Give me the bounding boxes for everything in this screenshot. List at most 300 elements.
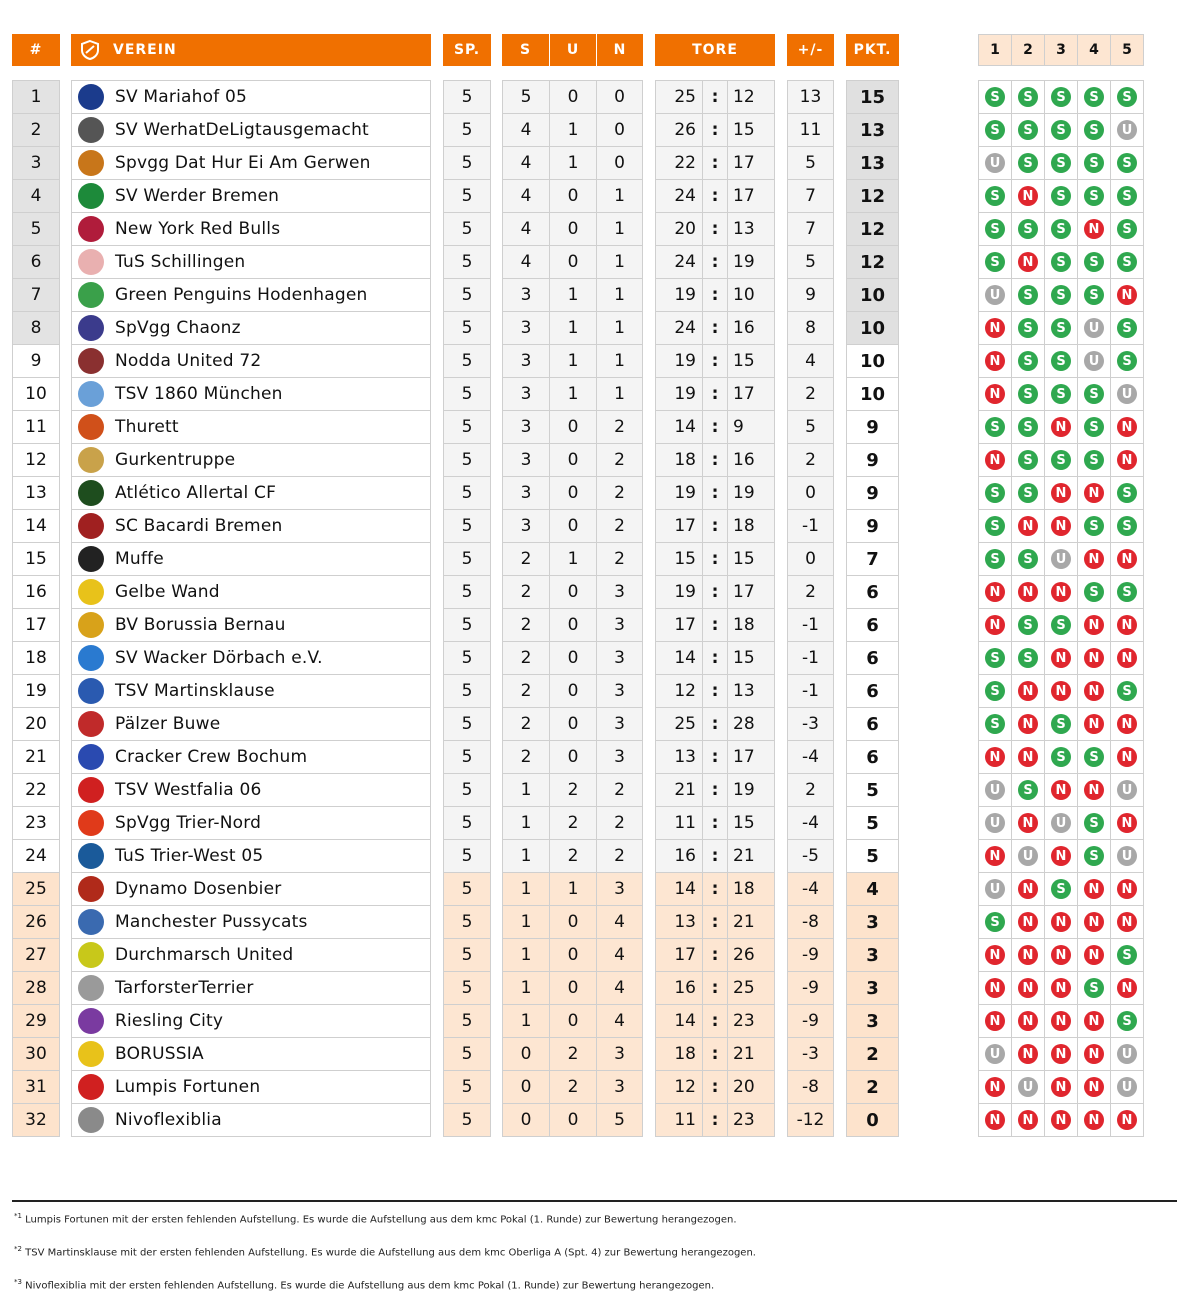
win-badge-icon: S — [1117, 483, 1137, 503]
form-cell — [978, 839, 1012, 873]
team-name: Manchester Pussycats — [115, 912, 308, 932]
goals-against-cell: 15 — [727, 542, 775, 576]
rank-cell: 25 — [12, 872, 60, 906]
diff-cell: -9 — [787, 938, 834, 972]
loss-badge-icon: N — [1051, 780, 1071, 800]
win-badge-icon: S — [1117, 516, 1137, 536]
played-cell: 5 — [443, 608, 491, 642]
win-badge-icon: S — [1018, 780, 1038, 800]
team-cell[interactable] — [71, 938, 431, 972]
win-badge-icon: S — [985, 549, 1005, 569]
loss-badge-icon: N — [1117, 285, 1137, 305]
points-cell: 13 — [846, 146, 899, 180]
losses-cell: 3 — [596, 608, 643, 642]
form-cell — [1077, 905, 1111, 939]
form-cell — [1110, 575, 1144, 609]
goals-for-cell: 16 — [655, 839, 703, 873]
team-cell[interactable] — [71, 1037, 431, 1071]
win-badge-icon: S — [1051, 747, 1071, 767]
team-logo-icon — [78, 1041, 104, 1067]
form-cell — [1077, 938, 1111, 972]
form-cell — [1044, 476, 1078, 510]
draws-cell: 1 — [549, 542, 597, 576]
goals-separator: : — [702, 707, 728, 741]
win-badge-icon: S — [1084, 87, 1104, 107]
loss-badge-icon: N — [985, 351, 1005, 371]
goals-separator: : — [702, 740, 728, 774]
draw-badge-icon: U — [985, 813, 1005, 833]
win-badge-icon: S — [1051, 714, 1071, 734]
rank-cell: 7 — [12, 278, 60, 312]
win-badge-icon: S — [985, 714, 1005, 734]
draws-cell: 1 — [549, 113, 597, 147]
form-cell — [978, 509, 1012, 543]
goals-against-cell: 18 — [727, 509, 775, 543]
form-cell — [1011, 113, 1045, 147]
diff-cell: -3 — [787, 1037, 834, 1071]
win-badge-icon: S — [985, 483, 1005, 503]
team-cell[interactable] — [71, 410, 431, 444]
loss-badge-icon: N — [1117, 714, 1137, 734]
draws-cell: 1 — [549, 278, 597, 312]
form-cell — [1077, 674, 1111, 708]
points-cell: 3 — [846, 1004, 899, 1038]
form-cell — [1044, 443, 1078, 477]
team-name: SV WerhatDeLigtausgemacht — [115, 120, 369, 140]
form-cell — [1011, 641, 1045, 675]
team-cell[interactable] — [71, 773, 431, 807]
form-cell — [1110, 311, 1144, 345]
diff-cell: 2 — [787, 443, 834, 477]
loss-badge-icon: N — [1084, 780, 1104, 800]
played-cell: 5 — [443, 344, 491, 378]
points-cell: 0 — [846, 1103, 899, 1137]
win-badge-icon: S — [1018, 219, 1038, 239]
win-badge-icon: S — [985, 252, 1005, 272]
goals-for-cell: 11 — [655, 1103, 703, 1137]
team-name: TarforsterTerrier — [115, 978, 254, 998]
played-cell: 5 — [443, 806, 491, 840]
diff-cell: 7 — [787, 179, 834, 213]
team-name: SV Werder Bremen — [115, 186, 280, 206]
losses-cell: 2 — [596, 542, 643, 576]
team-cell[interactable] — [71, 113, 431, 147]
form-cell — [1110, 146, 1144, 180]
team-cell[interactable] — [71, 1004, 431, 1038]
loss-badge-icon: N — [1018, 912, 1038, 932]
form-cell — [1110, 410, 1144, 444]
losses-cell: 3 — [596, 575, 643, 609]
points-cell: 3 — [846, 905, 899, 939]
team-cell[interactable] — [71, 179, 431, 213]
form-cell — [1011, 839, 1045, 873]
team-cell[interactable] — [71, 806, 431, 840]
form-cell — [978, 179, 1012, 213]
wins-cell: 1 — [502, 872, 550, 906]
goals-separator: : — [702, 938, 728, 972]
draws-cell: 2 — [549, 1037, 597, 1071]
form-cell — [1011, 278, 1045, 312]
team-cell[interactable] — [71, 872, 431, 906]
goals-against-cell: 13 — [727, 212, 775, 246]
team-cell[interactable] — [71, 707, 431, 741]
goals-separator: : — [702, 509, 728, 543]
header-team — [71, 34, 431, 66]
form-cell — [1044, 938, 1078, 972]
win-badge-icon: S — [985, 648, 1005, 668]
team-cell[interactable] — [71, 212, 431, 246]
loss-badge-icon: N — [1084, 714, 1104, 734]
team-cell[interactable] — [71, 575, 431, 609]
goals-separator: : — [702, 806, 728, 840]
loss-badge-icon: N — [985, 450, 1005, 470]
form-cell — [1044, 146, 1078, 180]
header-form-3: 3 — [1044, 34, 1078, 66]
draws-cell: 0 — [549, 245, 597, 279]
win-badge-icon: S — [985, 417, 1005, 437]
form-cell — [1011, 1070, 1045, 1104]
win-badge-icon: S — [1084, 186, 1104, 206]
win-badge-icon: S — [1018, 549, 1038, 569]
loss-badge-icon: N — [985, 978, 1005, 998]
team-cell[interactable] — [71, 1070, 431, 1104]
header-wins: S — [502, 34, 549, 66]
form-cell — [1077, 575, 1111, 609]
win-badge-icon: S — [1117, 1011, 1137, 1031]
team-cell[interactable] — [71, 740, 431, 774]
team-cell[interactable] — [71, 476, 431, 510]
form-cell — [1110, 740, 1144, 774]
goals-for-cell: 12 — [655, 1070, 703, 1104]
losses-cell: 3 — [596, 674, 643, 708]
loss-badge-icon: N — [1084, 945, 1104, 965]
goals-separator: : — [702, 311, 728, 345]
draws-cell: 0 — [549, 608, 597, 642]
win-badge-icon: S — [1018, 285, 1038, 305]
diff-cell: -1 — [787, 608, 834, 642]
played-cell: 5 — [443, 146, 491, 180]
draw-badge-icon: U — [1117, 780, 1137, 800]
goals-separator: : — [702, 773, 728, 807]
header-form-4: 4 — [1077, 34, 1111, 66]
team-cell[interactable] — [71, 278, 431, 312]
team-cell[interactable] — [71, 542, 431, 576]
goals-separator: : — [702, 278, 728, 312]
losses-cell: 5 — [596, 1103, 643, 1137]
team-logo-icon — [78, 843, 104, 869]
goals-for-cell: 14 — [655, 641, 703, 675]
goals-for-cell: 22 — [655, 146, 703, 180]
draw-badge-icon: U — [1084, 351, 1104, 371]
draws-cell: 0 — [549, 674, 597, 708]
team-cell[interactable] — [71, 509, 431, 543]
team-name: Nivoflexiblia — [115, 1110, 222, 1130]
form-cell — [1044, 740, 1078, 774]
diff-cell: 2 — [787, 773, 834, 807]
goals-against-cell: 13 — [727, 674, 775, 708]
loss-badge-icon: N — [1051, 846, 1071, 866]
form-cell — [978, 707, 1012, 741]
team-logo-icon — [78, 909, 104, 935]
team-logo-icon — [78, 1107, 104, 1133]
draw-badge-icon: U — [1051, 813, 1071, 833]
form-cell — [1110, 476, 1144, 510]
draw-badge-icon: U — [1018, 1077, 1038, 1097]
goals-against-cell: 25 — [727, 971, 775, 1005]
draw-badge-icon: U — [1018, 846, 1038, 866]
goals-against-cell: 10 — [727, 278, 775, 312]
played-cell: 5 — [443, 410, 491, 444]
goals-against-cell: 15 — [727, 113, 775, 147]
footnote-2-mark: *2 — [14, 1245, 22, 1253]
form-cell — [1077, 509, 1111, 543]
goals-separator: : — [702, 1070, 728, 1104]
team-name: BV Borussia Bernau — [115, 615, 286, 635]
team-name: Durchmarsch United — [115, 945, 294, 965]
team-logo-icon — [78, 150, 104, 176]
form-cell — [978, 377, 1012, 411]
form-cell — [1044, 608, 1078, 642]
goals-for-cell: 14 — [655, 872, 703, 906]
draw-badge-icon: U — [1117, 1044, 1137, 1064]
form-cell — [1077, 806, 1111, 840]
form-cell — [1077, 179, 1111, 213]
footnote-1-mark: *1 — [14, 1212, 22, 1220]
goals-for-cell: 13 — [655, 740, 703, 774]
points-cell: 6 — [846, 608, 899, 642]
rank-cell: 31 — [12, 1070, 60, 1104]
draw-badge-icon: U — [985, 780, 1005, 800]
form-cell — [1044, 1037, 1078, 1071]
draws-cell: 0 — [549, 641, 597, 675]
header-draws: U — [549, 34, 596, 66]
form-cell — [1110, 1004, 1144, 1038]
team-cell[interactable] — [71, 641, 431, 675]
team-name: SV Mariahof 05 — [115, 87, 248, 107]
rank-cell: 13 — [12, 476, 60, 510]
team-cell[interactable] — [71, 443, 431, 477]
team-logo-icon — [78, 315, 104, 341]
rank-cell: 16 — [12, 575, 60, 609]
team-name: SpVgg Chaonz — [115, 318, 241, 338]
win-badge-icon: S — [985, 219, 1005, 239]
losses-cell: 3 — [596, 1070, 643, 1104]
team-cell[interactable] — [71, 146, 431, 180]
form-cell — [1011, 476, 1045, 510]
form-cell — [1110, 443, 1144, 477]
team-cell[interactable] — [71, 245, 431, 279]
team-name: Muffe — [115, 549, 164, 569]
win-badge-icon: S — [1084, 450, 1104, 470]
form-cell — [1044, 641, 1078, 675]
played-cell: 5 — [443, 839, 491, 873]
played-cell: 5 — [443, 740, 491, 774]
form-cell — [978, 575, 1012, 609]
form-cell — [1110, 641, 1144, 675]
losses-cell: 2 — [596, 839, 643, 873]
diff-cell: 13 — [787, 80, 834, 114]
losses-cell: 1 — [596, 344, 643, 378]
loss-badge-icon: N — [1117, 1110, 1137, 1130]
team-name: Cracker Crew Bochum — [115, 747, 308, 767]
loss-badge-icon: N — [1018, 582, 1038, 602]
played-cell: 5 — [443, 542, 491, 576]
win-badge-icon: S — [1018, 153, 1038, 173]
rank-cell: 28 — [12, 971, 60, 1005]
win-badge-icon: S — [985, 186, 1005, 206]
rank-cell: 19 — [12, 674, 60, 708]
win-badge-icon: S — [1051, 285, 1071, 305]
team-name: SV Wacker Dörbach e.V. — [115, 648, 323, 668]
win-badge-icon: S — [1051, 186, 1071, 206]
draws-cell: 2 — [549, 773, 597, 807]
goals-against-cell: 17 — [727, 146, 775, 180]
losses-cell: 4 — [596, 938, 643, 972]
loss-badge-icon: N — [1051, 1044, 1071, 1064]
wins-cell: 2 — [502, 641, 550, 675]
win-badge-icon: S — [1051, 87, 1071, 107]
team-cell[interactable] — [71, 311, 431, 345]
form-cell — [1044, 674, 1078, 708]
loss-badge-icon: N — [1117, 879, 1137, 899]
points-cell: 6 — [846, 575, 899, 609]
draws-cell: 2 — [549, 1070, 597, 1104]
rank-cell: 8 — [12, 311, 60, 345]
form-cell — [1011, 311, 1045, 345]
team-name: TSV Westfalia 06 — [115, 780, 262, 800]
wins-cell: 4 — [502, 179, 550, 213]
goals-for-cell: 19 — [655, 476, 703, 510]
draws-cell: 2 — [549, 806, 597, 840]
played-cell: 5 — [443, 113, 491, 147]
draw-badge-icon: U — [985, 153, 1005, 173]
team-cell[interactable] — [71, 839, 431, 873]
team-cell[interactable] — [71, 80, 431, 114]
form-cell — [1110, 509, 1144, 543]
diff-cell: 11 — [787, 113, 834, 147]
rank-cell: 21 — [12, 740, 60, 774]
team-name: TuS Schillingen — [115, 252, 246, 272]
loss-badge-icon: N — [1117, 549, 1137, 569]
form-cell — [1077, 1037, 1111, 1071]
form-cell — [1011, 212, 1045, 246]
win-badge-icon: S — [1018, 450, 1038, 470]
form-cell — [1077, 212, 1111, 246]
win-badge-icon: S — [1018, 417, 1038, 437]
team-cell[interactable] — [71, 971, 431, 1005]
form-cell — [1011, 971, 1045, 1005]
diff-cell: 5 — [787, 410, 834, 444]
goals-separator: : — [702, 1103, 728, 1137]
wins-cell: 4 — [502, 146, 550, 180]
form-cell — [1044, 344, 1078, 378]
goals-against-cell: 23 — [727, 1103, 775, 1137]
points-cell: 9 — [846, 410, 899, 444]
win-badge-icon: S — [1084, 516, 1104, 536]
win-badge-icon: S — [1051, 252, 1071, 272]
team-cell[interactable] — [71, 344, 431, 378]
goals-separator: : — [702, 608, 728, 642]
loss-badge-icon: N — [1084, 1110, 1104, 1130]
win-badge-icon: S — [1084, 384, 1104, 404]
header-diff: +/- — [787, 34, 834, 66]
team-cell[interactable] — [71, 608, 431, 642]
diff-cell: -4 — [787, 806, 834, 840]
wins-cell: 5 — [502, 80, 550, 114]
win-badge-icon: S — [1018, 483, 1038, 503]
footnote-1 — [14, 1212, 737, 1225]
rank-cell: 26 — [12, 905, 60, 939]
wins-cell: 0 — [502, 1103, 550, 1137]
goals-for-cell: 12 — [655, 674, 703, 708]
draws-cell: 0 — [549, 905, 597, 939]
form-cell — [978, 740, 1012, 774]
form-cell — [1077, 146, 1111, 180]
footnote-3-text: Nivoflexiblia mit der ersten fehlenden Aufstellung. Es wurde die Aufstellung aus dem kmc Pokal (1. Runde) zur Bewertung herangezogen. — [25, 1280, 715, 1292]
loss-badge-icon: N — [1084, 219, 1104, 239]
win-badge-icon: S — [1018, 615, 1038, 635]
win-badge-icon: S — [1117, 582, 1137, 602]
diff-cell: -9 — [787, 1004, 834, 1038]
loss-badge-icon: N — [1051, 1110, 1071, 1130]
wins-cell: 3 — [502, 344, 550, 378]
goals-separator: : — [702, 344, 728, 378]
goals-separator: : — [702, 1037, 728, 1071]
form-cell — [1044, 839, 1078, 873]
points-cell: 10 — [846, 311, 899, 345]
goals-separator: : — [702, 245, 728, 279]
goals-against-cell: 21 — [727, 905, 775, 939]
wins-cell: 2 — [502, 674, 550, 708]
wins-cell: 4 — [502, 245, 550, 279]
loss-badge-icon: N — [985, 582, 1005, 602]
form-cell — [978, 113, 1012, 147]
form-cell — [1110, 278, 1144, 312]
rank-cell: 22 — [12, 773, 60, 807]
team-cell[interactable] — [71, 377, 431, 411]
win-badge-icon: S — [1051, 384, 1071, 404]
form-cell — [978, 146, 1012, 180]
draws-cell: 0 — [549, 740, 597, 774]
loss-badge-icon: N — [1117, 450, 1137, 470]
team-name: New York Red Bulls — [115, 219, 281, 239]
rank-cell: 10 — [12, 377, 60, 411]
form-cell — [978, 1004, 1012, 1038]
points-cell: 3 — [846, 971, 899, 1005]
goals-for-cell: 24 — [655, 245, 703, 279]
form-cell — [1044, 113, 1078, 147]
loss-badge-icon: N — [1117, 978, 1137, 998]
loss-badge-icon: N — [1018, 681, 1038, 701]
wins-cell: 2 — [502, 608, 550, 642]
form-cell — [1110, 905, 1144, 939]
team-cell[interactable] — [71, 905, 431, 939]
team-logo-icon — [78, 513, 104, 539]
goals-for-cell: 14 — [655, 1004, 703, 1038]
wins-cell: 1 — [502, 1004, 550, 1038]
win-badge-icon: S — [1018, 384, 1038, 404]
points-cell: 9 — [846, 509, 899, 543]
team-cell[interactable] — [71, 1103, 431, 1137]
wins-cell: 4 — [502, 113, 550, 147]
loss-badge-icon: N — [1117, 813, 1137, 833]
team-cell[interactable] — [71, 674, 431, 708]
win-badge-icon: S — [1084, 285, 1104, 305]
form-cell — [1044, 905, 1078, 939]
goals-for-cell: 13 — [655, 905, 703, 939]
form-cell — [1011, 410, 1045, 444]
form-cell — [1044, 179, 1078, 213]
